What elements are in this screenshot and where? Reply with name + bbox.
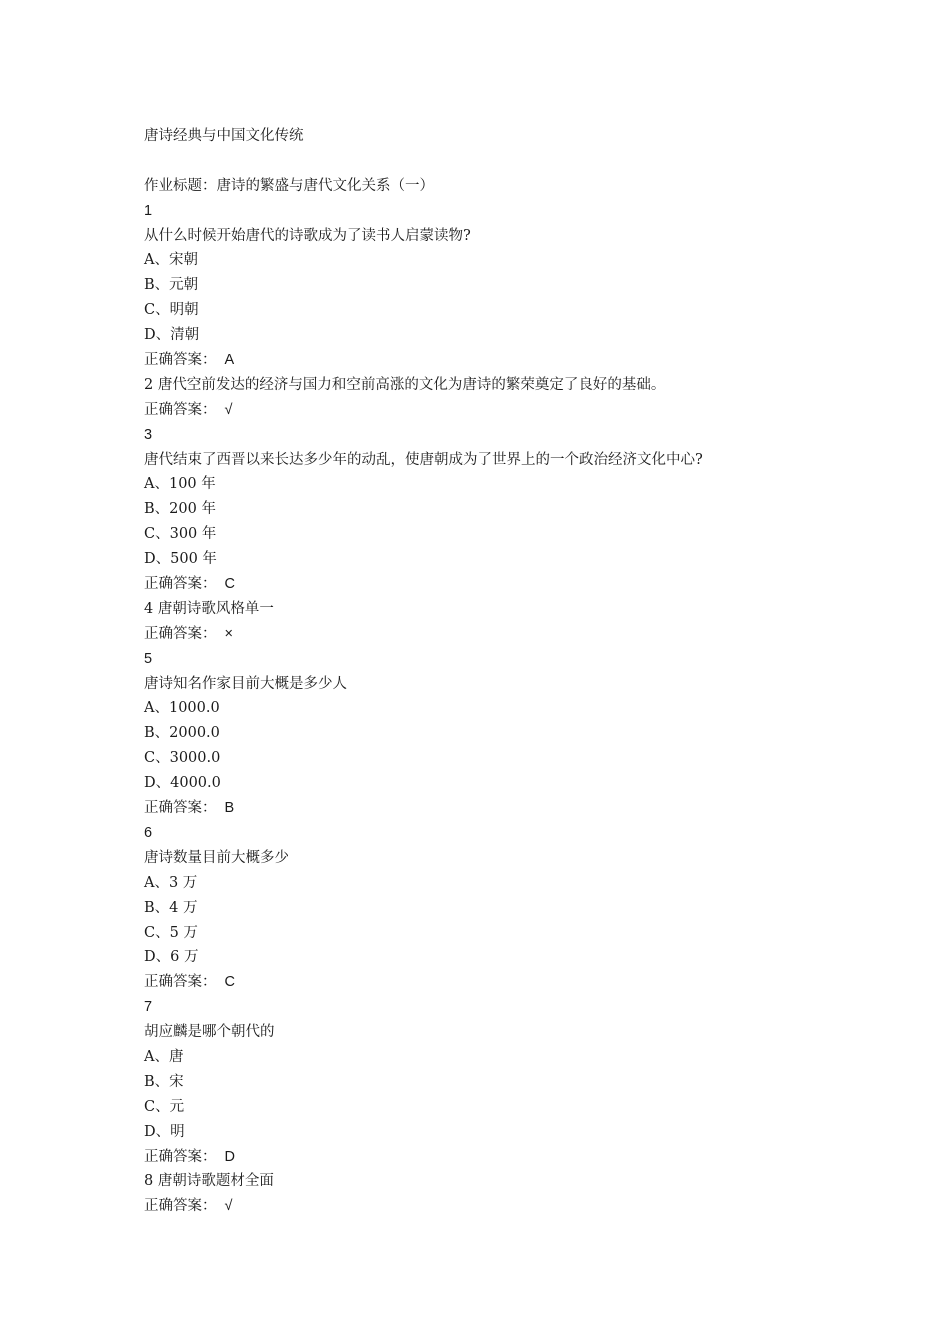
answer-option: A、宋朝 [144,252,198,269]
answer-option: B、宋 [144,1073,184,1090]
correct-answer-label: 正确答案： [144,800,217,817]
correct-answer-label: 正确答案： [144,576,217,593]
document-title: 唐诗经典与中国文化传统 [144,128,304,144]
correct-answer-line [144,348,844,373]
question-statement: 2 唐代空前发达的经济与国力和空前高涨的文化为唐诗的繁荣奠定了良好的基础。 [144,376,666,393]
answer-option: B、200 年 [144,501,216,518]
document-body [144,124,844,1219]
correct-answer-value: × [224,625,233,642]
answer-option: D、明 [144,1123,185,1140]
correct-answer-value: B [224,800,235,817]
answer-option: A、3 万 [144,874,198,891]
answer-option: B、元朝 [144,277,199,294]
answer-option: B、2000.0 [144,725,220,742]
correct-answer-label: 正确答案： [144,974,217,991]
answer-option: D、4000.0 [144,775,221,792]
correct-answer-value: √ [224,401,233,418]
answer-option: A、100 年 [144,476,216,493]
correct-answer-label: 正确答案： [144,1198,217,1215]
correct-answer-label: 正确答案： [144,625,217,642]
correct-answer-line [144,970,844,995]
correct-answer-value: A [224,352,235,369]
correct-answer-value: D [224,1148,235,1165]
answer-option: C、明朝 [144,302,199,319]
correct-answer-value: C [224,576,235,593]
correct-answer-line [144,1145,844,1170]
question-number: 7 [144,999,153,1016]
correct-answer-label: 正确答案： [144,1148,217,1165]
assignment-heading: 作业标题：唐诗的繁盛与唐代文化关系（一） [144,177,434,194]
question-statement: 4 唐朝诗歌风格单一 [144,600,274,617]
answer-option: D、500 年 [144,551,217,568]
question-number: 1 [144,202,153,219]
correct-answer-line [144,1194,844,1219]
answer-option: C、元 [144,1098,185,1115]
question-text: 唐诗知名作家目前大概是多少人 [144,675,347,692]
question-number: 5 [144,650,153,667]
answer-option: A、1000.0 [144,700,220,717]
question-number: 6 [144,824,153,841]
answer-option: B、4 万 [144,899,198,916]
correct-answer-value: C [224,974,235,991]
question-list [144,199,844,1220]
correct-answer-line [144,572,844,597]
question-text: 唐诗数量目前大概多少 [144,849,289,866]
question-text: 唐代结束了西晋以来长达多少年的动乱，使唐朝成为了世界上的一个政治经济文化中心? [144,451,703,468]
question-statement: 8 唐朝诗歌题材全面 [144,1173,274,1190]
answer-option: D、清朝 [144,327,200,344]
answer-option: C、300 年 [144,526,217,543]
answer-option: C、5 万 [144,924,198,941]
question-text: 胡应麟是哪个朝代的 [144,1024,275,1041]
correct-answer-value: √ [224,1198,233,1215]
correct-answer-label: 正确答案： [144,401,217,418]
correct-answer-line [144,622,844,647]
answer-option: D、6 万 [144,949,199,966]
correct-answer-line [144,398,844,423]
question-text: 从什么时候开始唐代的诗歌成为了读书人启蒙读物? [144,227,471,244]
correct-answer-label: 正确答案： [144,352,217,369]
question-number: 3 [144,426,153,443]
answer-option: C、3000.0 [144,750,221,767]
answer-option: A、唐 [144,1048,184,1065]
correct-answer-line [144,796,844,821]
